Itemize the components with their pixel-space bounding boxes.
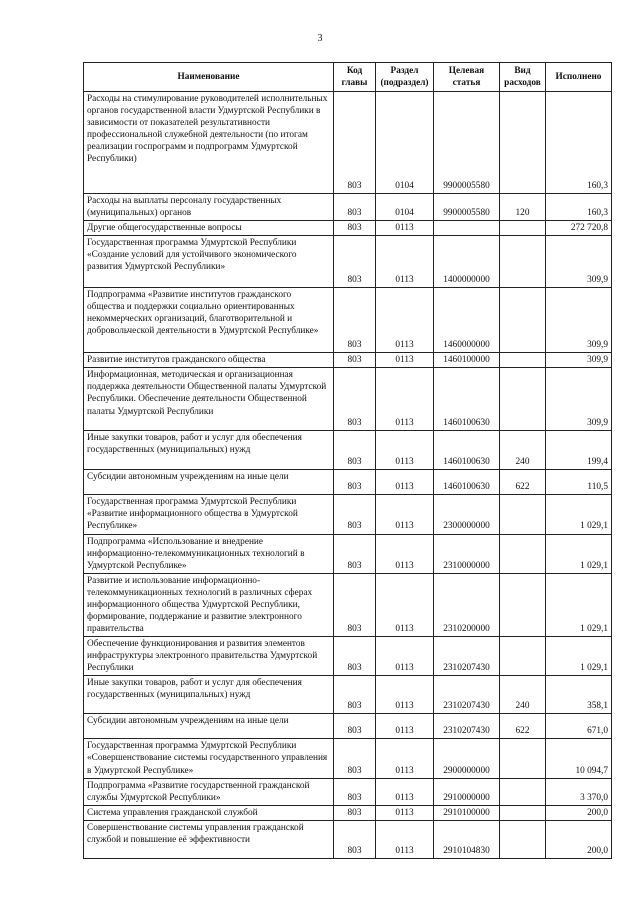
cell-code: 803 xyxy=(334,470,376,495)
table-row xyxy=(84,637,612,676)
cell-code: 803 xyxy=(334,573,376,636)
cell-name: Иные закупки товаров, работ и услуг для обеспечения государственных (муниципальных) нужд xyxy=(84,431,334,470)
cell-amount: 3 370,0 xyxy=(546,778,612,805)
cell-expense xyxy=(500,495,546,534)
cell-name: Субсидии автономным учреждениям на иные цели xyxy=(84,470,334,495)
table-row xyxy=(84,820,612,858)
cell-expense: 240 xyxy=(500,431,546,470)
cell-section: 0113 xyxy=(376,778,434,805)
header-code: Код главы xyxy=(334,63,376,92)
cell-name: Подпрограмма «Развитие институтов гражданского общества и поддержки социально ориентированных некоммерческих организаций, благотворительной и добровольческой деятельности в Удмуртской Республике» xyxy=(84,288,334,353)
cell-amount: 110,5 xyxy=(546,470,612,495)
cell-name: Государственная программа Удмуртской Республики «Совершенствование системы государственного управления в Удмуртской Республике» xyxy=(84,739,334,778)
cell-amount: 671,0 xyxy=(546,714,612,739)
cell-amount: 309,9 xyxy=(546,353,612,368)
cell-amount: 309,9 xyxy=(546,368,612,431)
cell-amount: 199,4 xyxy=(546,431,612,470)
cell-code: 803 xyxy=(334,431,376,470)
cell-expense: 622 xyxy=(500,714,546,739)
cell-expense xyxy=(500,92,546,194)
cell-code: 803 xyxy=(334,353,376,368)
cell-expense xyxy=(500,288,546,353)
table-row xyxy=(84,805,612,820)
cell-target xyxy=(434,221,500,236)
cell-name: Обеспечение функционирования и развития элементов инфраструктуры электронного правительства Удмуртской Республики xyxy=(84,637,334,676)
cell-expense xyxy=(500,534,546,573)
cell-amount: 272 720,8 xyxy=(546,221,612,236)
table-row xyxy=(84,714,612,739)
header-name: Наименование xyxy=(84,63,334,92)
cell-section: 0113 xyxy=(376,714,434,739)
cell-section: 0113 xyxy=(376,470,434,495)
cell-section: 0113 xyxy=(376,676,434,714)
cell-expense xyxy=(500,236,546,288)
cell-code: 803 xyxy=(334,92,376,194)
cell-code: 803 xyxy=(334,676,376,714)
cell-code: 803 xyxy=(334,288,376,353)
cell-code: 803 xyxy=(334,820,376,858)
cell-amount: 1 029,1 xyxy=(546,573,612,636)
cell-name: Государственная программа Удмуртской Республики «Создание условий для устойчивого экономического развития Удмуртской Республики» xyxy=(84,236,334,288)
cell-amount: 309,9 xyxy=(546,236,612,288)
cell-amount: 1 029,1 xyxy=(546,534,612,573)
cell-section: 0113 xyxy=(376,534,434,573)
cell-code: 803 xyxy=(334,495,376,534)
cell-target: 1460000000 xyxy=(434,288,500,353)
table-row xyxy=(84,573,612,636)
cell-amount: 160,3 xyxy=(546,194,612,221)
table-header-row xyxy=(84,63,612,92)
cell-name: Субсидии автономным учреждениям на иные цели xyxy=(84,714,334,739)
cell-code: 803 xyxy=(334,368,376,431)
cell-section: 0113 xyxy=(376,236,434,288)
cell-section: 0113 xyxy=(376,637,434,676)
cell-section: 0113 xyxy=(376,805,434,820)
cell-amount: 200,0 xyxy=(546,820,612,858)
cell-section: 0113 xyxy=(376,368,434,431)
cell-target: 2310207430 xyxy=(434,637,500,676)
cell-code: 803 xyxy=(334,534,376,573)
cell-amount: 1 029,1 xyxy=(546,495,612,534)
cell-name: Развитие и использование информационно-телекоммуникационных технологий в различных сферах информационного общества Удмуртской Республики, формирование, поддержание и развитие электронного правительства xyxy=(84,573,334,636)
cell-target: 1400000000 xyxy=(434,236,500,288)
cell-name: Расходы на стимулирование руководителей исполнительных органов государственной власти Удмуртской Республики в зависимости от показателей результативности профессиональной служебной деятельности (по итогам реализации госпрограмм и подпрограмм Удмуртской Республики) xyxy=(84,92,334,194)
cell-name: Иные закупки товаров, работ и услуг для обеспечения государственных (муниципальных) нужд xyxy=(84,676,334,714)
cell-expense xyxy=(500,820,546,858)
cell-code: 803 xyxy=(334,221,376,236)
cell-amount: 10 094,7 xyxy=(546,739,612,778)
cell-name: Совершенствование системы управления гражданской службой и повышение её эффективности xyxy=(84,820,334,858)
cell-target: 2310000000 xyxy=(434,534,500,573)
table-row xyxy=(84,92,612,194)
table-row xyxy=(84,236,612,288)
cell-target: 2910104830 xyxy=(434,820,500,858)
header-target: Целевая статья xyxy=(434,63,500,92)
cell-target: 9900005580 xyxy=(434,92,500,194)
cell-expense: 622 xyxy=(500,470,546,495)
cell-expense xyxy=(500,221,546,236)
cell-amount: 200,0 xyxy=(546,805,612,820)
cell-target: 1460100000 xyxy=(434,353,500,368)
cell-code: 803 xyxy=(334,805,376,820)
table-row xyxy=(84,353,612,368)
table-row xyxy=(84,534,612,573)
header-executed: Исполнено xyxy=(546,63,612,92)
cell-expense xyxy=(500,368,546,431)
cell-target: 9900005580 xyxy=(434,194,500,221)
cell-name: Подпрограмма «Использование и внедрение информационно-телекоммуникационных технологий в Удмуртской Республике» xyxy=(84,534,334,573)
page-number: 3 xyxy=(317,33,323,44)
cell-target: 2310207430 xyxy=(434,714,500,739)
cell-expense xyxy=(500,637,546,676)
cell-expense xyxy=(500,805,546,820)
cell-name: Расходы на выплаты персоналу государственных (муниципальных) органов xyxy=(84,194,334,221)
cell-section: 0113 xyxy=(376,288,434,353)
cell-target: 2300000000 xyxy=(434,495,500,534)
cell-section: 0113 xyxy=(376,573,434,636)
cell-target: 2910100000 xyxy=(434,805,500,820)
table-row xyxy=(84,431,612,470)
cell-expense xyxy=(500,353,546,368)
table-row xyxy=(84,739,612,778)
cell-target: 2910000000 xyxy=(434,778,500,805)
header-section: Раздел (подраздел) xyxy=(376,63,434,92)
header-expense: Вид расходов xyxy=(500,63,546,92)
table-row xyxy=(84,778,612,805)
cell-code: 803 xyxy=(334,778,376,805)
cell-code: 803 xyxy=(334,739,376,778)
table-row xyxy=(84,221,612,236)
table-row xyxy=(84,194,612,221)
cell-amount: 358,1 xyxy=(546,676,612,714)
cell-section: 0113 xyxy=(376,431,434,470)
cell-target: 2310200000 xyxy=(434,573,500,636)
cell-expense xyxy=(500,573,546,636)
cell-section: 0113 xyxy=(376,221,434,236)
cell-target: 1460100630 xyxy=(434,431,500,470)
cell-name: Государственная программа Удмуртской Республики «Развитие информационного общества в Удмуртской Республике» xyxy=(84,495,334,534)
cell-name: Другие общегосударственные вопросы xyxy=(84,221,334,236)
table-row xyxy=(84,368,612,431)
cell-expense: 120 xyxy=(500,194,546,221)
cell-amount: 1 029,1 xyxy=(546,637,612,676)
cell-target: 1460100630 xyxy=(434,470,500,495)
cell-name: Подпрограмма «Развитие государственной гражданской службы Удмуртской Республики» xyxy=(84,778,334,805)
cell-section: 0113 xyxy=(376,739,434,778)
budget-table xyxy=(83,62,612,859)
cell-name: Развитие институтов гражданского общества xyxy=(84,353,334,368)
cell-amount: 309,9 xyxy=(546,288,612,353)
cell-section: 0113 xyxy=(376,820,434,858)
cell-target: 2900000000 xyxy=(434,739,500,778)
table-row xyxy=(84,676,612,714)
table-row xyxy=(84,495,612,534)
cell-target: 1460100630 xyxy=(434,368,500,431)
cell-target: 2310207430 xyxy=(434,676,500,714)
cell-expense xyxy=(500,778,546,805)
cell-amount: 160,3 xyxy=(546,92,612,194)
cell-section: 0113 xyxy=(376,495,434,534)
cell-code: 803 xyxy=(334,714,376,739)
cell-code: 803 xyxy=(334,236,376,288)
cell-name: Информационная, методическая и организационная поддержка деятельности Общественной палаты Удмуртской Республики. Обеспечение деятельности Общественной палаты Удмуртской Республики xyxy=(84,368,334,431)
table-row xyxy=(84,470,612,495)
cell-section: 0113 xyxy=(376,353,434,368)
cell-code: 803 xyxy=(334,637,376,676)
cell-expense xyxy=(500,739,546,778)
table-row xyxy=(84,288,612,353)
cell-code: 803 xyxy=(334,194,376,221)
cell-section: 0104 xyxy=(376,194,434,221)
cell-expense: 240 xyxy=(500,676,546,714)
cell-section: 0104 xyxy=(376,92,434,194)
cell-name: Система управления гражданской службой xyxy=(84,805,334,820)
